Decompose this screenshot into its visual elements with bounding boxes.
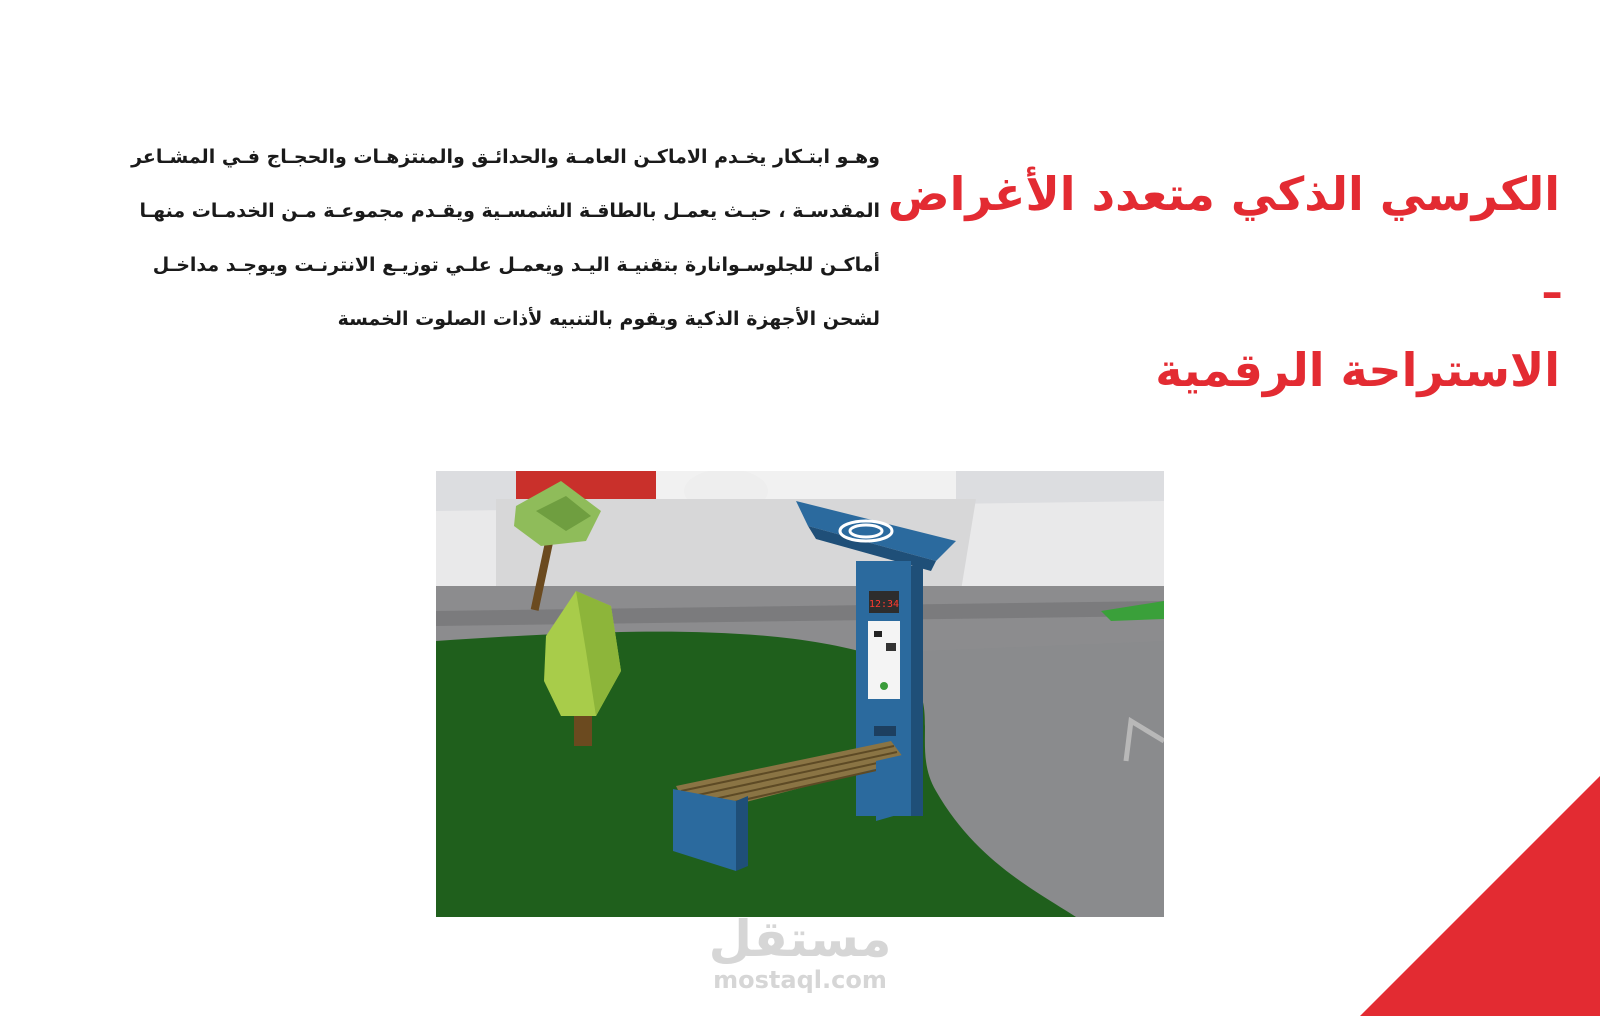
description-line-3: أماكـن للجلوسـوانارة بتقنيـة اليـد ويعمـل علـي توزيـع الانترنـت ويوجـد مداخـل — [152, 254, 880, 276]
description-line-4: لشحن الأجهزة الذكية ويقوم بالتنبيه لأذات الصلوت الخمسة — [337, 308, 880, 330]
corner-accent-triangle — [1360, 776, 1600, 1016]
render-illustration — [436, 471, 1164, 917]
description — [100, 130, 880, 346]
title-line-2: الاستراحة الرقمية — [1155, 343, 1560, 397]
kiosk-usb-ports — [874, 726, 896, 736]
watermark-url: mostaql.com — [713, 966, 887, 994]
page-title — [880, 150, 1560, 414]
description-line-2: المقدسـة ، حيـث يعمـل بالطاقـة الشمسـية ويقـدم مجموعـة مـن الخدمـات منهـا — [139, 200, 880, 222]
watermark — [690, 912, 910, 994]
bench-leg-right — [876, 753, 911, 821]
kiosk-display-text: 12:34 — [868, 599, 900, 610]
watermark-logo: مستقل — [708, 910, 892, 968]
description-line-1: وهـو ابتـكار يخـدم الاماكـن العامـة والحدائـق والمنتزهـات والحجـاج فـي المشـاعر — [131, 146, 880, 168]
title-line-1: الكرسي الذكي متعدد الأغراض ـ — [887, 167, 1560, 309]
smart-bench-render — [436, 471, 1164, 917]
